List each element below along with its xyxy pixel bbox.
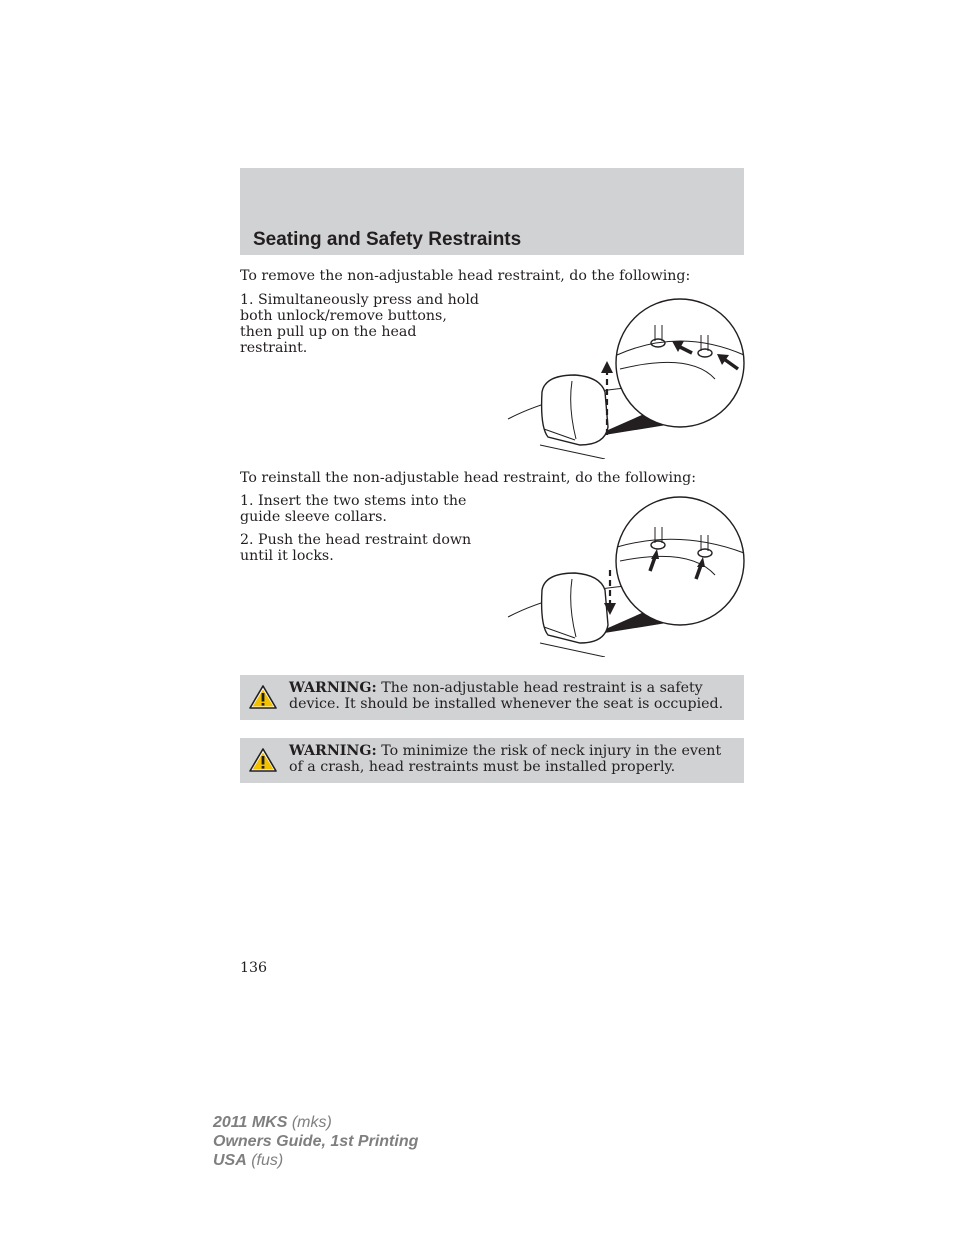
warning-box-2 (240, 738, 744, 783)
warning-body: To minimize the risk of neck injury in the event of a crash, head restraints must be installed properly. (289, 743, 722, 775)
remove-head-restraint-illustration (500, 297, 750, 459)
warning-box-1 (240, 675, 744, 720)
reinstall-step-1: 1. Insert the two stems into the guide sleeve collars. (240, 493, 467, 525)
reinstall-head-restraint-illustration (500, 495, 750, 657)
warning-body: The non-adjustable head restraint is a safety device. It should be installed whenever the seat is occupied. (289, 680, 724, 712)
footer-market-code: (fus) (246, 1152, 284, 1169)
document-footer (213, 1113, 418, 1170)
footer-line-2 (213, 1132, 418, 1151)
reinstall-intro: To reinstall the non-adjustable head restraint, do the following: (240, 470, 697, 486)
footer-line-3 (213, 1151, 418, 1170)
warning-triangle-icon (248, 684, 278, 710)
warning-label: WARNING: (289, 743, 377, 759)
footer-line-1 (213, 1113, 418, 1132)
warning-text-2 (289, 743, 737, 775)
warning-triangle-icon (248, 747, 278, 773)
footer-market: USA (213, 1152, 247, 1169)
footer-model: 2011 MKS (213, 1114, 288, 1131)
reinstall-step-2: 2. Push the head restraint down until it locks. (240, 532, 472, 564)
section-title: Seating and Safety Restraints (253, 229, 522, 250)
remove-step-1: 1. Simultaneously press and hold both unlock/remove buttons, then pull up on the head restraint. (240, 292, 479, 356)
footer-model-code: (mks) (287, 1114, 332, 1131)
warning-label: WARNING: (289, 680, 377, 696)
page-number: 136 (240, 960, 268, 976)
footer-guide: Owners Guide, 1st Printing (213, 1133, 419, 1150)
warning-text-1 (289, 680, 737, 712)
remove-intro: To remove the non-adjustable head restraint, do the following: (240, 268, 691, 284)
section-header-band (240, 168, 744, 255)
